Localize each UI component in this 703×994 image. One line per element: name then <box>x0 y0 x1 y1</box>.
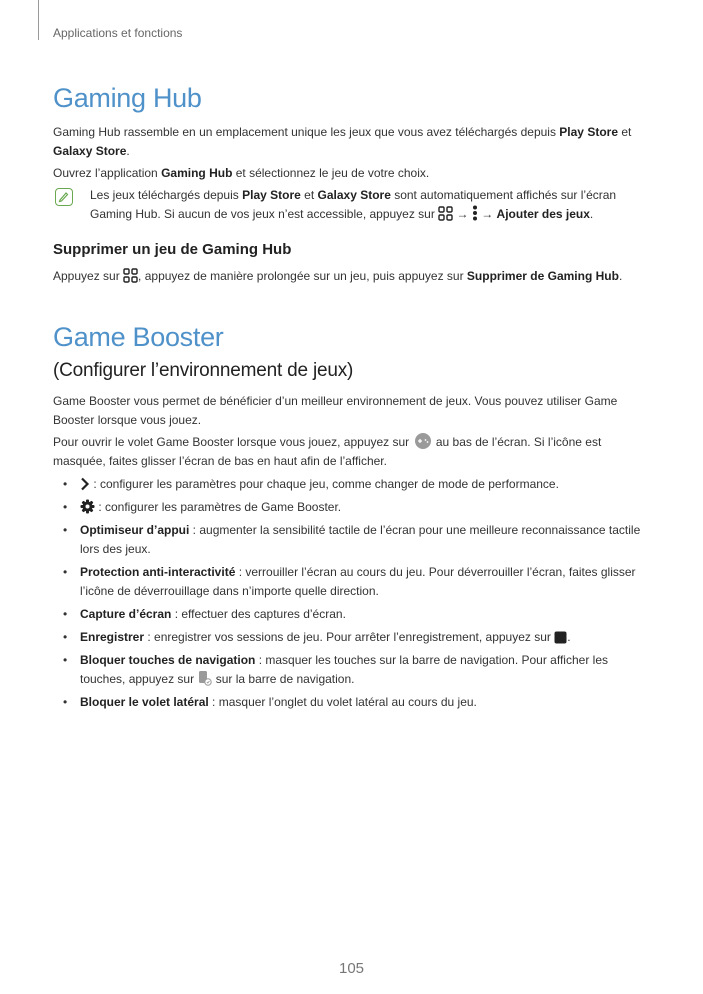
game-booster-title: Game Booster <box>53 322 224 352</box>
margin-rule <box>38 0 39 40</box>
add-games-term: Ajouter des jeux <box>496 207 590 221</box>
gaming-hub-open: Ouvrez l’application Gaming Hub et sélectionnez le jeu de votre choix. <box>53 166 430 180</box>
gaming-hub-intro: Gaming Hub rassemble en un emplacement unique les jeux que vous avez téléchargés depuis Play Store et Galaxy Store. <box>53 125 632 158</box>
remove-game-heading: Supprimer un jeu de Gaming Hub <box>53 241 292 258</box>
game-booster-intro: Game Booster vous permet de bénéficier d’un meilleur environnement de jeux. Vous pouvez utiliser Game Booster lorsque vous jouez. <box>53 394 618 427</box>
navigation-lock-icon <box>197 670 212 686</box>
chevron-right-icon <box>80 477 90 491</box>
page-number: 105 <box>338 960 365 977</box>
list-item: • : configurer les paramètres pour chaque jeu, comme changer de mode de performance. <box>53 475 653 494</box>
note-text: Les jeux téléchargés depuis Play Store et Galaxy Store sont automatiquement affichés sur l’écran Gaming Hub. Si aucun de vos jeux n’est accessible, appuyez sur → → Ajouter des jeux. <box>90 188 617 221</box>
apps-grid-icon <box>123 268 138 283</box>
galaxy-store-term: Galaxy Store <box>53 144 127 158</box>
list-item: • Bloquer touches de navigation : masquer les touches sur la barre de navigation. Pour afficher les touches, appuyez sur sur la barre de navigation. <box>53 651 653 689</box>
list-item: • Protection anti-interactivité : verrouiller l’écran au cours du jeu. Pour déverrouiller l’écran, faites glisser l’icône de déverrouillage dans n’importe quelle direction. <box>53 563 653 601</box>
feature-list <box>53 475 653 712</box>
remove-game-text: Appuyez sur , appuyez de manière prolongée sur un jeu, puis appuyez sur Supprimer de Gaming Hub. <box>53 269 623 283</box>
list-item: • Bloquer le volet latéral : masquer l’onglet du volet latéral au cours du jeu. <box>53 693 653 712</box>
remove-action-term: Supprimer de Gaming Hub <box>466 269 619 283</box>
list-item: • : configurer les paramètres de Game Booster. <box>53 498 653 517</box>
stop-icon <box>554 631 567 644</box>
list-item: • Enregistrer : enregistrer vos sessions de jeu. Pour arrêter l’enregistrement, appuyez sur . <box>53 628 653 647</box>
list-item: • Capture d’écran : effectuer des captures d’écran. <box>53 605 653 624</box>
gaming-hub-title: Gaming Hub <box>53 83 202 113</box>
game-booster-icon <box>413 433 433 449</box>
game-booster-subtitle: (Configurer l’environnement de jeux) <box>53 360 354 381</box>
game-booster-open: Pour ouvrir le volet Game Booster lorsque vous jouez, appuyez sur au bas de l’écran. Si l’icône est masquée, faites glisser l’écran de bas en haut afin de l’afficher. <box>53 435 602 468</box>
apps-grid-icon <box>438 206 453 221</box>
note-block <box>53 186 653 224</box>
page-content <box>53 80 653 716</box>
play-store-term: Play Store <box>559 125 618 139</box>
gear-icon <box>80 499 95 514</box>
note-icon <box>55 188 73 206</box>
running-head: Applications et fonctions <box>53 26 183 40</box>
list-item: • Optimiseur d’appui : augmenter la sensibilité tactile de l’écran pour une meilleure reconnaissance tactile lors des jeux. <box>53 521 653 559</box>
